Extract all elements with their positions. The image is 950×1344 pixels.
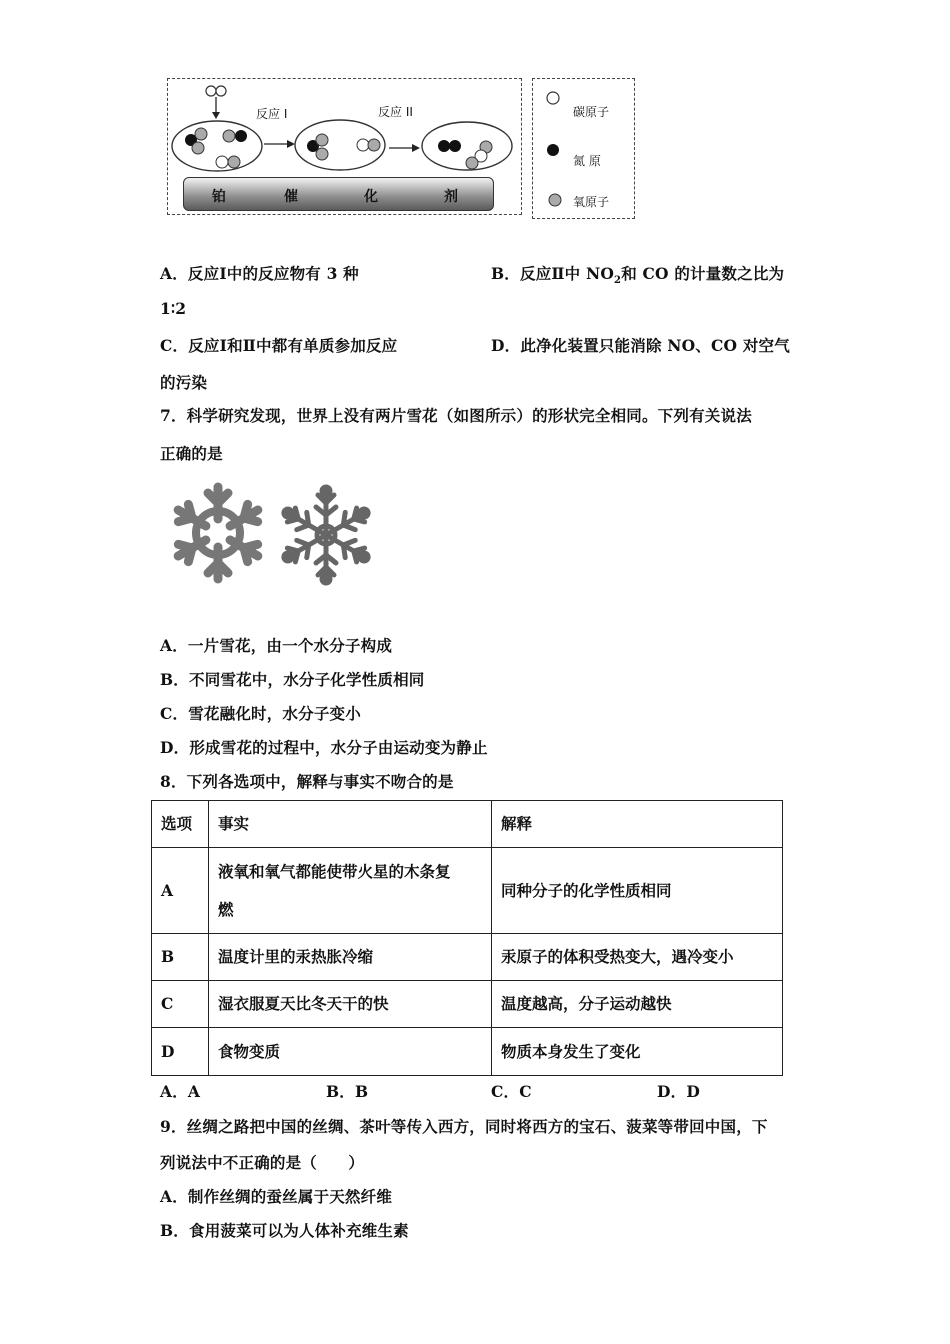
- catalyst-char: 铂: [212, 189, 226, 205]
- cell-option: D: [152, 1028, 209, 1076]
- table-row: [152, 1028, 783, 1076]
- q6-option-d-cont: 的污染: [160, 373, 208, 392]
- q6-option-c: C．反应Ⅰ和Ⅱ中都有单质参加反应: [160, 336, 398, 355]
- reaction-1-label: 反应 I: [256, 107, 288, 121]
- q7-option-b: B．不同雪花中，水分子化学性质相同: [160, 670, 425, 689]
- cell-fact: 温度计里的汞热胀冷缩: [209, 934, 492, 981]
- platinum-catalyst: [183, 177, 494, 211]
- catalyst-char: 化: [364, 189, 378, 205]
- q7-option-a: A．一片雪花，由一个水分子构成: [160, 636, 393, 655]
- cell-explain: 汞原子的体积受热变大，遇冷变小: [492, 934, 783, 981]
- table-row: [152, 848, 783, 934]
- q9-option-a: A．制作丝绸的蚕丝属于天然纤维: [160, 1187, 393, 1206]
- q9-stem-line2: 列说法中不正确的是（ ）: [160, 1153, 365, 1172]
- q6-option-a: A．反应Ⅰ中的反应物有 3 种: [160, 264, 359, 283]
- reaction-2-label: 反应 II: [378, 105, 413, 119]
- legend-nitrogen: 氮 原: [573, 154, 601, 168]
- q6-option-b: B．反应Ⅱ中 $NO_2$和 CO 的计量数之比为: [491, 264, 785, 287]
- table-row: [152, 934, 783, 981]
- catalyst-char: 剂: [444, 189, 458, 205]
- q7-stem-line2: 正确的是: [160, 444, 223, 463]
- q9-stem-line1: 9．丝绸之路把中国的丝绸、茶叶等传入西方，同时将西方的宝石、菠菜等带回中国，下: [160, 1117, 768, 1136]
- header-explain: 解释: [492, 801, 783, 848]
- cell-explain: 同种分子的化学性质相同: [492, 848, 783, 934]
- q6-option-d: D．此净化装置只能消除 NO、CO 对空气: [491, 336, 790, 355]
- catalyst-char: 催: [284, 189, 298, 205]
- o2-atom: [216, 86, 226, 96]
- header-option: 选项: [152, 801, 209, 848]
- cell-option: B: [152, 934, 209, 981]
- q9-option-b: B．食用菠菜可以为人体补充维生素: [160, 1221, 409, 1240]
- legend-icons: [540, 86, 570, 214]
- nitrogen-atom-icon: [547, 144, 559, 156]
- cell-option: C: [152, 981, 209, 1028]
- q8-answer-c: C．C: [491, 1082, 532, 1101]
- carbon-atom-icon: [547, 92, 559, 104]
- table-header-row: [152, 801, 783, 848]
- q8-table: [151, 800, 783, 1076]
- q8-answer-d: D．D: [657, 1082, 700, 1101]
- cell-option: A: [152, 848, 209, 934]
- q8-stem: 8．下列各选项中，解释与事实不吻合的是: [160, 772, 454, 791]
- cell-fact: 液氧和氧气都能使带火星的木条复 燃: [209, 848, 492, 934]
- cell-fact: 湿衣服夏天比冬天干的快: [209, 981, 492, 1028]
- q8-answer-a: A．A: [160, 1082, 201, 1101]
- snowflake-2-icon: [279, 487, 372, 583]
- q6-option-b-cont: 1∶2: [160, 299, 187, 318]
- q8-answer-b: B．B: [326, 1082, 369, 1101]
- table-row: [152, 981, 783, 1028]
- q7-stem-line1: 7．科学研究发现，世界上没有两片雪花（如图所示）的形状完全相同。下列有关说法: [160, 406, 752, 425]
- cell-fact: 食物变质: [209, 1028, 492, 1076]
- q7-option-d: D．形成雪花的过程中，水分子由运动变为静止: [160, 738, 488, 757]
- o2-atom: [206, 86, 216, 96]
- legend-carbon: 碳原子: [573, 105, 610, 119]
- snowflake-1-icon: [173, 487, 263, 579]
- cell-explain: 物质本身发生了变化: [492, 1028, 783, 1076]
- header-fact: 事实: [209, 801, 492, 848]
- q7-option-c: C．雪花融化时，水分子变小: [160, 704, 361, 723]
- oxygen-atom-icon: [549, 194, 561, 206]
- snowflake-images: [160, 473, 380, 593]
- cell-explain: 温度越高，分子运动越快: [492, 981, 783, 1028]
- legend-oxygen: 氧原子: [573, 195, 610, 209]
